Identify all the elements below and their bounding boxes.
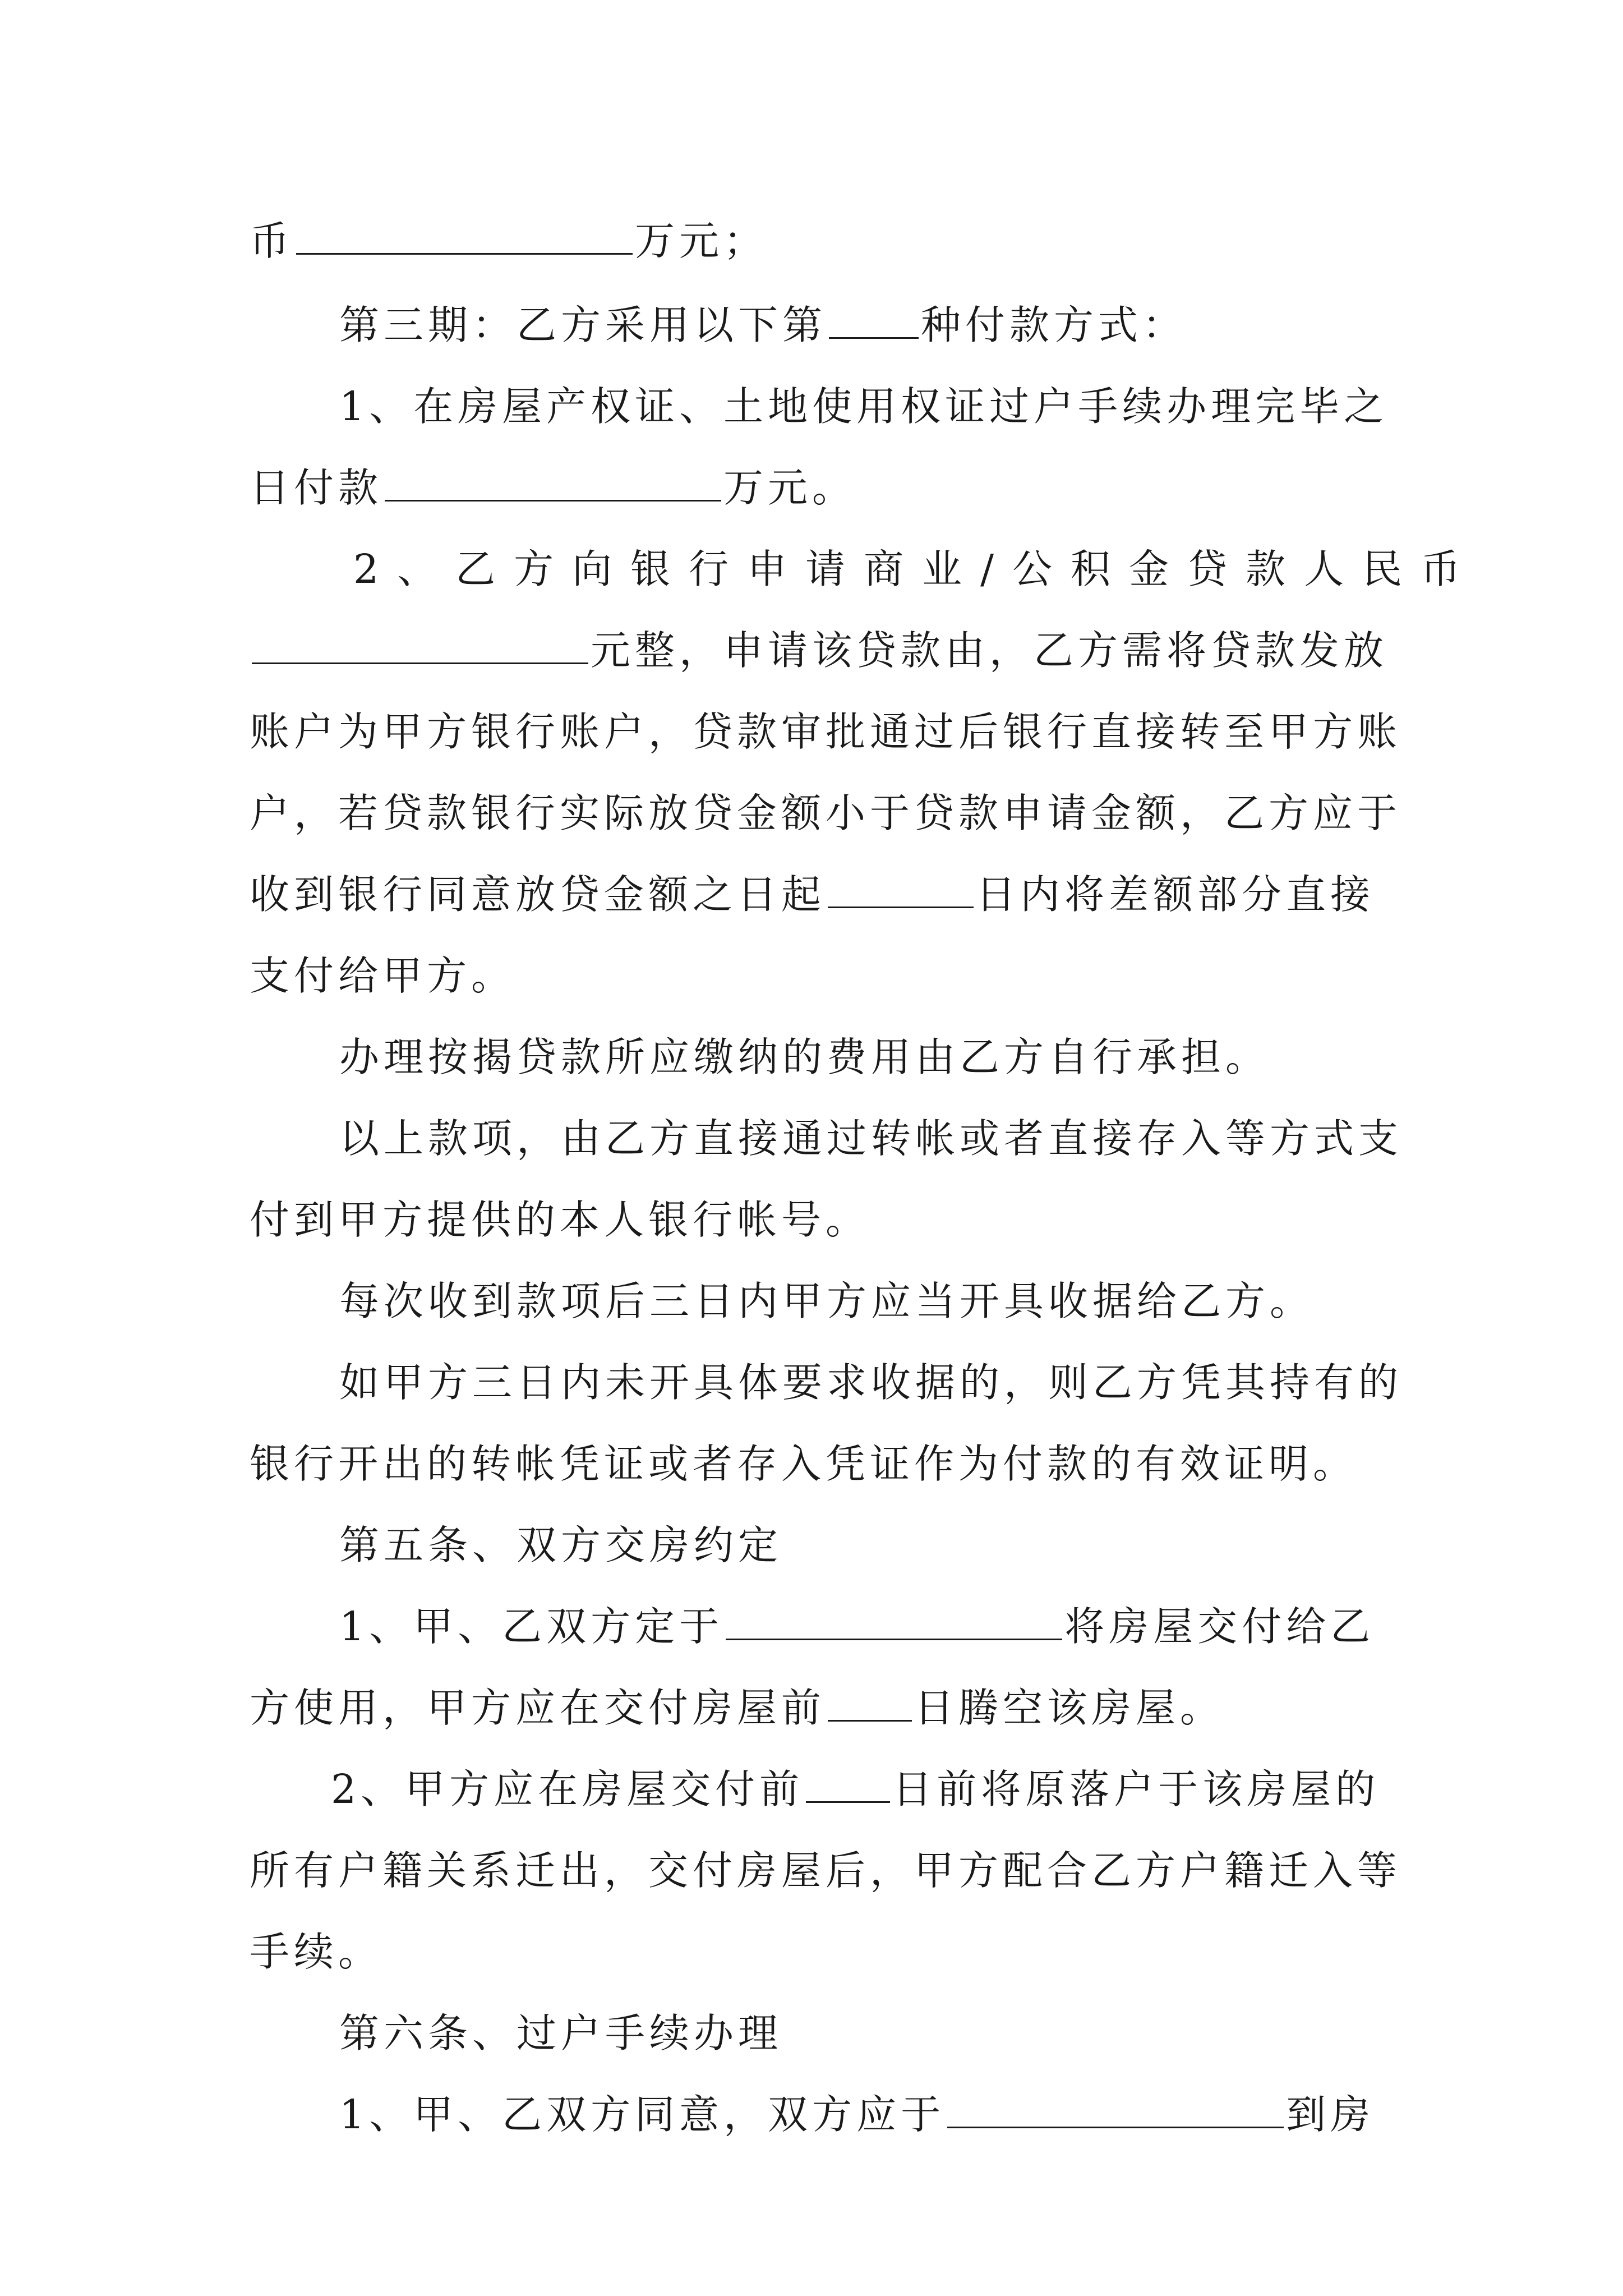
text-segment: 币 [250,218,294,264]
text-segment: 元整，申请该贷款由，乙方需将贷款发放 [591,627,1389,674]
text-segment: 日付款 [250,464,383,511]
blank-field [296,222,633,255]
text-segment: 1、甲、乙双方定于 [339,1603,724,1650]
text-segment: 日腾空该房屋。 [914,1685,1225,1731]
text-line [250,1663,1389,1753]
text-line [339,1338,1403,1428]
text-line [339,280,1389,370]
text-line [250,931,1389,1021]
text-line [250,1826,1402,1916]
text-line [250,1419,1389,1509]
text-segment: 万元； [635,218,768,264]
blank-field [726,1607,1062,1640]
text-segment: 1、在房屋产权证、土地使用权证过户手续办理完毕之 [339,383,1389,430]
text-segment: 收到银行同意放贷金额之日起 [250,871,826,918]
section-heading [339,1989,1389,2078]
text-segment: 2、甲方应在房屋交付前 [331,1766,804,1812]
text-segment: 支付给甲方。 [250,953,516,999]
text-segment: 以上款项，由乙方直接通过转帐或者直接存入等方式支 [339,1115,1403,1162]
blank-field [947,2095,1284,2128]
text-segment: 种付款方式： [921,302,1187,348]
text-segment: 所有户籍关系迁出，交付房屋后，甲方配合乙方户籍迁入等 [250,1847,1402,1894]
text-segment: 日前将原落户于该房屋的 [892,1766,1380,1812]
text-line [250,606,1389,696]
text-segment: 账户为甲方银行账户，贷款审批通过后银行直接转至甲方账 [250,708,1402,755]
text-segment: 1、甲、乙双方同意，双方应于 [339,2091,946,2138]
text-line [250,769,1402,858]
text-line [250,196,1389,286]
text-line [339,1257,1389,1346]
text-segment: 将房屋交付给乙 [1064,1603,1375,1650]
blank-field [829,306,919,339]
text-line [250,443,1389,533]
blank-field [828,1688,912,1722]
text-line [353,524,1479,614]
text-line [339,1582,1389,1672]
text-segment: 2、乙方向银行申请商业/公积金贷款人民币 [353,546,1479,592]
blank-field [806,1770,890,1803]
section-heading [339,1501,1389,1590]
text-segment: 如甲方三日内未开具体要求收据的，则乙方凭其持有的 [339,1359,1403,1406]
text-line [331,1745,1381,1834]
blank-field [828,875,974,908]
text-line [250,1907,1389,1997]
text-segment: 手续。 [250,1929,383,1975]
text-line [250,850,1389,940]
text-line [339,1013,1389,1102]
text-line [250,1175,1389,1265]
blank-field [252,631,588,664]
text-segment: 万元。 [723,464,857,511]
text-segment: 户，若贷款银行实际放贷金额小于贷款申请金额，乙方应于 [250,790,1402,836]
text-segment: 每次收到款项后三日内甲方应当开具收据给乙方。 [339,1278,1315,1324]
text-segment: 第三期：乙方采用以下第 [339,302,827,348]
text-line [339,2070,1389,2160]
text-segment: 方使用，甲方应在交付房屋前 [250,1685,826,1731]
text-line [339,362,1389,452]
text-line [339,1094,1403,1184]
text-segment: 日内将差额部分直接 [976,871,1375,918]
text-line [250,687,1402,777]
text-segment: 到房 [1286,2091,1375,2138]
blank-field [385,468,721,501]
text-segment: 银行开出的转帐凭证或者存入凭证作为付款的有效证明。 [250,1441,1358,1487]
text-segment: 办理按揭贷款所应缴纳的费用由乙方自行承担。 [339,1034,1270,1080]
text-segment: 第五条、双方交房约定 [339,1522,783,1568]
text-segment: 第六条、过户手续办理 [339,2010,783,2056]
text-segment: 付到甲方提供的本人银行帐号。 [250,1197,870,1243]
